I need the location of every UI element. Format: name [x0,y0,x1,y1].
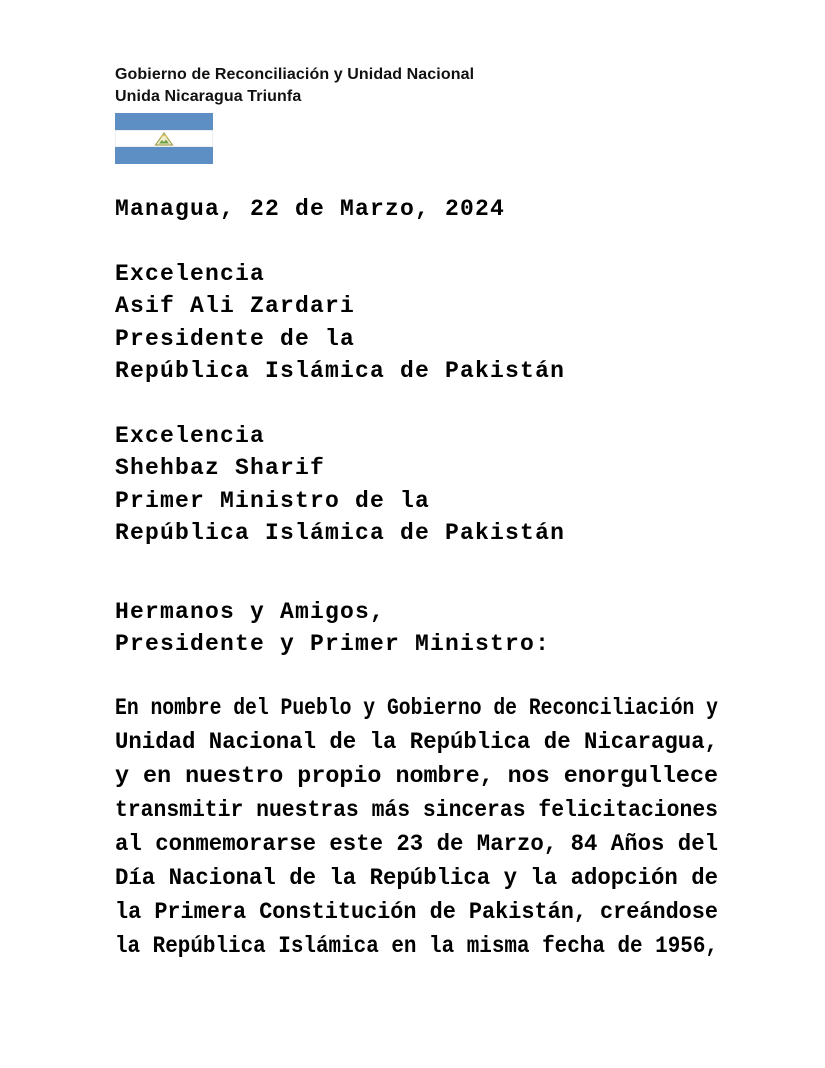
recipient-honorific: Excelencia [115,260,266,287]
recipient-name: Shehbaz Sharif [115,455,326,481]
body-line: y en nuestro propio nombre, nos enorgullece [115,762,718,789]
recipient-title: Primer Ministro de la [115,487,431,514]
letterhead-title: Gobierno de Reconciliación y Unidad Nacional [115,66,475,83]
body-line: transmitir nuestras más sinceras felicitaciones [115,796,718,823]
recipient-country: República Islámica de Pakistán [115,358,566,384]
recipient-honorific: Excelencia [115,422,266,449]
recipient-title: Presidente de la [115,325,356,352]
recipient-country: República Islámica de Pakistán [115,520,566,546]
salutation-line-2: Presidente y Primer Ministro: [115,631,551,657]
body-line: la República Islámica en la misma fecha de 1956, [115,932,718,959]
recipient-block-prime-minister [115,420,718,550]
body-paragraph [115,691,718,963]
recipient-block-president [115,258,718,388]
nicaragua-flag-image [115,113,213,164]
letterhead-slogan: Unida Nicaragua Triunfa [115,88,302,105]
body-line: la Primera Constitución de Pakistán, creándose [115,898,718,925]
flag-emblem-icon [155,132,174,146]
flag-stripe-blue-bottom [115,147,213,164]
body-line: al conmemorarse este 23 de Marzo, 84 Años del [115,830,718,857]
salutation [115,596,718,661]
body-line: En nombre del Pueblo y Gobierno de Reconciliación y [115,694,718,721]
flag-stripe-blue-top [115,113,213,130]
salutation-line-1: Hermanos y Amigos, [115,598,386,625]
date-line: Managua, 22 de Marzo, 2024 [115,196,506,222]
body-line: Día Nacional de la República y la adopción de [115,864,718,891]
letterhead [115,64,718,108]
body-line: Unidad Nacional de la República de Nicaragua, [115,728,718,755]
recipient-name: Asif Ali Zardari [115,293,356,319]
